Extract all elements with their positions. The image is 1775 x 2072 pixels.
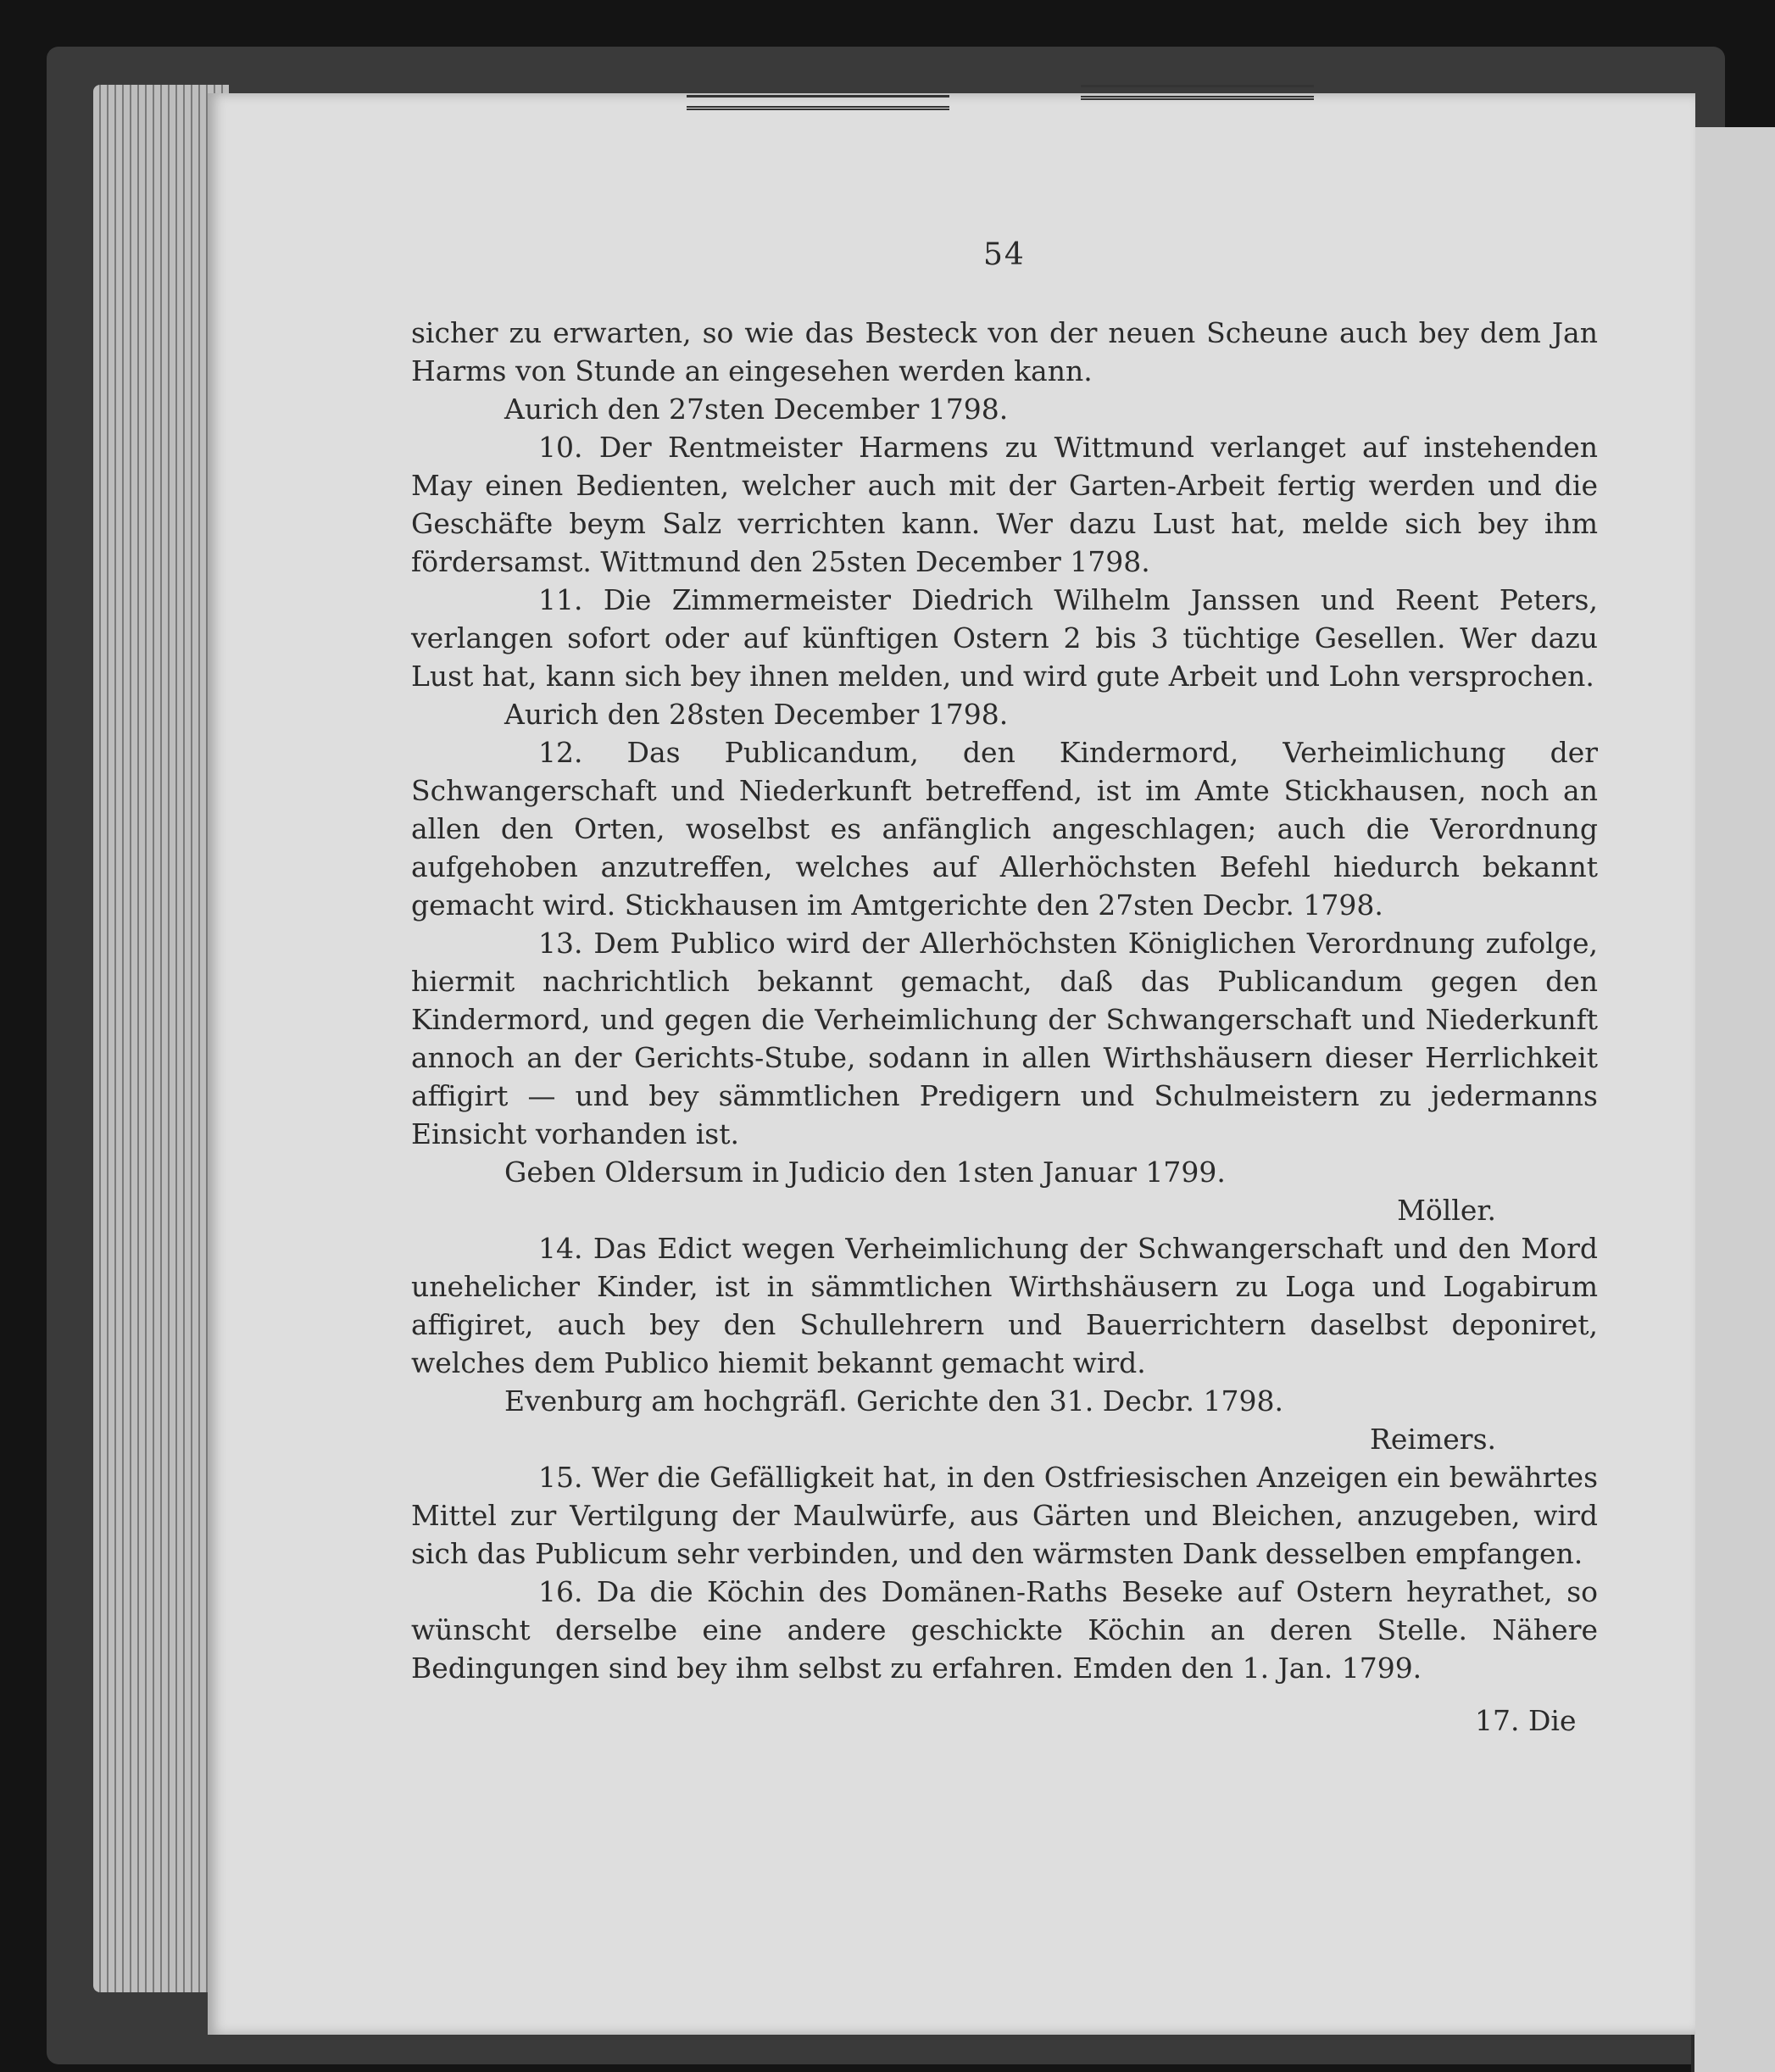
dateline: Aurich den 28sten December 1798.: [504, 698, 1009, 731]
dateline: Geben Oldersum in Judicio den 1sten Januar 1799.: [504, 1156, 1226, 1189]
notice-11: 11. Die Zimmermeister Diedrich Wilhelm Janssen und Reent Peters, verlangen sofort oder auf künftigen Ostern 2 bis 3 tüchtige Gesellen. Wer dazu Lust hat, kann sich bey ihnen melden, und wird gute Arbeit und Lohn versprochen.: [411, 583, 1598, 693]
signature: Möller.: [1397, 1194, 1496, 1227]
header-rule-left: [687, 95, 949, 110]
notice-13: 13. Dem Publico wird der Allerhöchsten Königlichen Verordnung zufolge, hiermit nachrichtlich bekannt gemacht, daß das Publicandum gegen den Kindermord, und gegen die Verheimlichung der Schwangerschaft und Niederkunft annoch an der Gerichts-Stube, sodann in allen Wirthshäusern dieser Herrlichkeit affigirt — und bey sämmtlichen Predigern und Schulmeistern zu jedermanns Einsicht vorhanden ist.: [411, 927, 1598, 1150]
notice-10: 10. Der Rentmeister Harmens zu Wittmund verlanget auf instehenden May einen Bedienten, welcher auch mit der Garten-Arbeit fertig werden und die Geschäfte beym Salz verrichten kann. Wer dazu Lust hat, melde sich bey ihm fördersamst. Wittmund den 25sten December 1798.: [411, 431, 1598, 578]
catchword: 17. Die: [1475, 1704, 1577, 1737]
notice-14: 14. Das Edict wegen Verheimlichung der Schwangerschaft und den Mord unehelicher Kinder, ist in sämmtlichen Wirthshäusern zu Loga und Logabirum affigiret, auch bey den Schullehrern und Bauerrichtern daselbst deponiret, welches dem Publico hiemit bekannt gemacht wird.: [411, 1232, 1598, 1379]
notice-16: 16. Da die Köchin des Domänen-Raths Beseke auf Ostern heyrathet, so wünscht derselbe eine andere geschickte Köchin an deren Stelle. Nähere Bedingungen sind bey ihm selbst zu erfahren. Emden den 1. Jan. 1799.: [411, 1575, 1598, 1685]
signature: Reimers.: [1370, 1423, 1496, 1456]
notice-12: 12. Das Publicandum, den Kindermord, Verheimlichung der Schwangerschaft und Niederkunft betreffend, ist im Amte Stickhausen, noch an allen den Orten, woselbst es anfänglich angeschlagen; auch die Verordnung aufgehoben anzutreffen, welches auf Allerhöchsten Befehl hiedurch bekannt gemacht wird. Stickhausen im Amtgerichte den 27sten Decbr. 1798.: [411, 736, 1598, 922]
page-number: 54: [983, 237, 1026, 272]
notice-15: 15. Wer die Gefälligkeit hat, in den Ostfriesischen Anzeigen ein bewährtes Mittel zur Vertilgung der Maulwürfe, aus Gärten und Bleichen, anzugeben, wird sich das Publicum sehr verbinden, und den wärmsten Dank desselben empfangen.: [411, 1461, 1598, 1570]
page-text: [411, 314, 1598, 1687]
dateline: Evenburg am hochgräfl. Gerichte den 31. Decbr. 1798.: [504, 1384, 1283, 1418]
header-rule-right: [1081, 85, 1314, 100]
dateline: Aurich den 27sten December 1798.: [504, 393, 1009, 426]
facing-page-edge: [1691, 127, 1775, 2072]
paragraph: sicher zu erwarten, so wie das Besteck von der neuen Scheune auch bey dem Jan Harms von Stunde an eingesehen werden kann.: [411, 316, 1598, 387]
